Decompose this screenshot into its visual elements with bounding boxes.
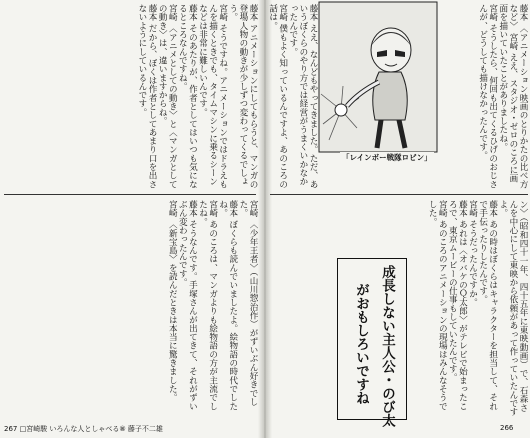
left-bottom-para-4: 藤本 そうなんです。手塚さんが出てきて、それがずいぶん変わったんです。 <box>177 200 198 411</box>
illustration-caption: 「レインボー戦隊ロビン」 <box>342 153 432 162</box>
left-bottom-para-2: 藤本 ぼくらも読んでいましたよ。絵物語の時代でしたね。 <box>217 200 238 411</box>
headline-box <box>337 258 407 427</box>
left-top-para-2: 宮崎 そうですね。アニメーションではドラえもんを描くときでも、タイムマシンに乗るシーンなどは非常に難しいんです。 <box>197 4 228 189</box>
left-top-para-5: 藤本 だから、ぼくは作者としてあまり口を出さないようにしているんです。 <box>136 4 158 189</box>
right-bottom-para-2: 藤本 あの時はぼくらはキャラクターを担当して、それで手伝ったりしたんです。 <box>477 200 498 411</box>
right-top-para-1: 藤本 〈アニメーション映画のとりかたの比べ方など〉 宮崎 ええ、スタジオ・ゼロのころに画面を描いていたことがありましたね。 <box>497 4 528 189</box>
rainbow-sentai-robin-illustration <box>319 2 437 172</box>
right-bottom-para-4: 藤本 あれは〈オバケのＱ太郎〉がテレビで始まったころで、東京ムービーの仕事もしていたんです。 <box>447 200 468 411</box>
right-top-para-3: 藤本 ええ、なんどもやってきました。ただ、あいうぼくらのやり方では経営がうまくいかなかったんです。 <box>287 4 318 189</box>
right-top-text-a <box>444 4 528 190</box>
headline-line-1: 成長しない主人公・のび太 <box>379 265 395 427</box>
left-top-text <box>4 4 258 190</box>
right-bottom-para-1: ン〉（昭和四十一年、四十五年に東映動画）で、石森さんを中心にして東映から依頼があって作っていたんですよ。 <box>497 200 528 417</box>
left-bottom-text <box>4 200 258 418</box>
left-top-para-4: 宮崎 〈アニメとしての動き〉と〈マンガとしての動き〉は、違いますからね。 <box>157 4 178 189</box>
left-folio: 267 □宮崎駿 いろんな人としゃべる⑧ 藤子不二雄 <box>4 425 163 433</box>
right-top-text-b <box>267 4 318 190</box>
left-rule <box>4 194 256 195</box>
right-folio: 266 <box>500 424 514 432</box>
left-page <box>0 0 262 438</box>
left-top-para-1: 藤本 アニメーションにしてもらうと、マンガの登場人物の動きが少しずつ変わってくるでしょう。 <box>227 4 258 189</box>
left-top-para-3: 藤本 そのあたりが、作者としてはいつも気になるところなんですね。 <box>177 4 198 189</box>
right-bottom-para-5: 宮崎 あのころのアニメーションの現場はみんなそうでした。 <box>427 200 448 411</box>
headline-line-2: がおもしろいですね <box>353 283 369 405</box>
right-top-para-4: 宮崎 僕もよく知っているんですよ、あのころの話は。 <box>267 4 288 189</box>
right-bottom-para-3: 宮崎 そうだったんですか。 <box>467 200 478 307</box>
right-top-para-2: 宮崎 そうしたら、何回も出てくるひげのおじさんが、どうしても描けなかったんです。 <box>477 4 498 189</box>
left-bottom-para-1: 宮崎 〈少年王者〉（山川惣治作）がずいぶん好きでした。 <box>237 200 258 407</box>
left-bottom-para-3: 宮崎 あのころは、マンガよりも絵物語の方が主流でしたね。 <box>197 200 218 411</box>
right-rule <box>270 194 528 195</box>
left-bottom-para-5: 宮崎 〈新宝島〉を読んだときは本当に驚きました。 <box>167 200 178 402</box>
